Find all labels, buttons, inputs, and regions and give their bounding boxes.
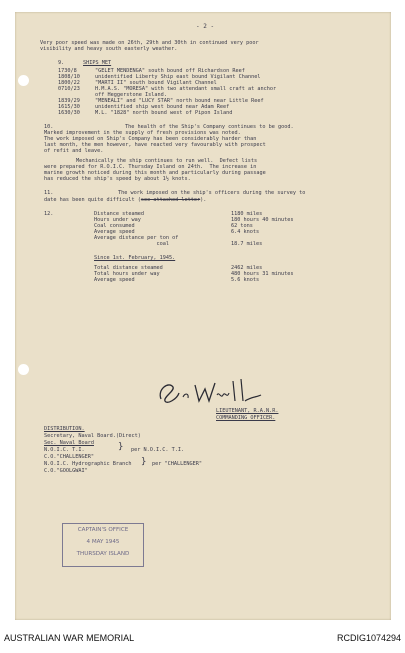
ships-row-time: 1808/10	[58, 74, 80, 80]
stat-label: Hours under way	[94, 217, 141, 223]
stat-label: Average distance per ton of	[94, 235, 179, 241]
distribution-via: per "CHALLENGER"	[152, 461, 202, 467]
stamp-line: CAPTAIN'S OFFICE	[77, 527, 129, 533]
stat-label: Total hours under way	[94, 271, 160, 277]
stat-value: 480 hours 31 minutes	[231, 271, 294, 277]
signatory-rank: LIEUTENANT, R.A.N.R.	[216, 408, 279, 414]
page-number: - 2 -	[196, 23, 215, 30]
distribution-line: N.O.I.C. Hydrographic Branch	[44, 461, 132, 467]
ships-row-text: unidentified ship west bound near Adam Reef	[95, 104, 230, 110]
distribution-line: C.O."CHALLENGER"	[44, 454, 94, 460]
punch-hole	[18, 75, 29, 86]
stat-value: 62 tons	[231, 223, 253, 229]
distribution-via: per N.O.I.C. T.I.	[131, 447, 185, 453]
stat-label: Total distance steamed	[94, 265, 163, 271]
ships-row-time: 1730/8	[58, 68, 77, 74]
ships-row-text: "MARTI II" south bound Vigilant Channel	[95, 80, 217, 86]
ships-row-time: 1615/30	[58, 104, 80, 110]
stat-value: 1180 miles	[231, 211, 263, 217]
ships-row-text: off Heggerstone Island.	[95, 92, 167, 98]
stat-label: Distance steamed	[94, 211, 144, 217]
stamp-date: 4 MAY 1945	[86, 539, 120, 545]
distribution-line: Sec. Naval Board	[44, 440, 94, 446]
stat-value: 180 hours 40 minutes	[231, 217, 294, 223]
paragraph-line: marine growth noticed during this month and particularly during passage	[44, 170, 266, 176]
ships-row-time: 1839/29	[58, 98, 80, 104]
bracket: }	[141, 457, 147, 467]
paragraph-line: Marked improvement in the supply of fresh provisions was noted.	[44, 130, 241, 136]
ships-row-text: "MENEALI" and "LUCY STAR" north bound near Little Reef	[95, 98, 264, 104]
paragraph-line: The work imposed on Ship's Company has been considerably harder than	[44, 136, 257, 142]
paragraph-line: Mechanically the ship continues to run well. Defect lists	[76, 158, 258, 164]
distribution-line: C.O."GOOLGWAI"	[44, 468, 88, 474]
paragraph-line: The work imposed on the ship's officers during the survey to	[118, 190, 306, 196]
distribution-line: N.O.I.C. T.I.	[44, 447, 85, 453]
paragraph-line: were prepared for R.O.I.C. Thursday Island on 24th. The increase in	[44, 164, 257, 170]
stat-value: 5.6 knots	[231, 277, 260, 283]
intro-line: Very poor speed was made on 26th, 29th and 30th in continued very poor	[40, 40, 259, 46]
paragraph-line: of refit and leave.	[44, 148, 104, 154]
ships-row-text: H.M.A.S. "MORESA" with two attendant small craft at anchor	[95, 86, 277, 92]
paragraph-line: date has been quite difficult (see attached letter).	[44, 197, 207, 203]
punch-hole	[18, 364, 29, 375]
stat-label: Average speed	[94, 229, 135, 235]
ships-row-text: unidentified Liberty Ship east bound Vigilant Channel	[95, 74, 261, 80]
stat-label: Average speed	[94, 277, 135, 283]
ships-row-time: 1630/30	[58, 110, 80, 116]
footer-record-id: RCDIG1074294	[336, 633, 401, 643]
section-number: 12.	[44, 211, 54, 217]
ships-row-time: 1800/22	[58, 80, 80, 86]
office-stamp	[62, 523, 144, 567]
stat-value: 2462 miles	[231, 265, 263, 271]
section-number: 9.	[58, 60, 65, 66]
signatory-title: COMMANDING OFFICER.	[216, 415, 276, 421]
since-heading: Since 1st. February, 1945.	[94, 255, 176, 261]
stat-label: coal	[94, 241, 169, 247]
section-heading: SHIPS MET	[83, 60, 112, 66]
stat-value: 18.7 miles	[231, 241, 263, 247]
ships-row-time: 0710/23	[58, 86, 80, 92]
stamp-line: THURSDAY ISLAND	[76, 551, 130, 557]
paragraph-line: has reduced the ship's speed by about 1½ knots.	[44, 176, 191, 182]
handwritten-signature	[155, 375, 265, 407]
stat-value: 6.4 knots	[231, 229, 260, 235]
section-number: 11.	[44, 190, 54, 196]
bracket: }	[118, 442, 124, 452]
intro-line: visibility and heavy south easterly weather.	[40, 46, 178, 52]
section-number: 10.	[44, 124, 54, 130]
ships-row-text: "GELET MENDENGA" south bound off Richardson Reef	[95, 68, 245, 74]
distribution-heading: DISTRIBUTION.	[44, 426, 85, 432]
struck-text: see attached letter	[140, 197, 201, 203]
ships-row-text: M.L. "1828" north bound west of Pipon Island	[95, 110, 233, 116]
paragraph-line: The health of the Ship's Company continues to be good.	[125, 124, 294, 130]
paragraph-line: last month, the men however, have reacted very favourably with prospect	[44, 142, 266, 148]
distribution-line: Secretary, Naval Board.(Direct)	[44, 433, 141, 439]
footer-source: AUSTRALIAN WAR MEMORIAL	[4, 633, 135, 643]
stat-label: Coal consumed	[94, 223, 135, 229]
